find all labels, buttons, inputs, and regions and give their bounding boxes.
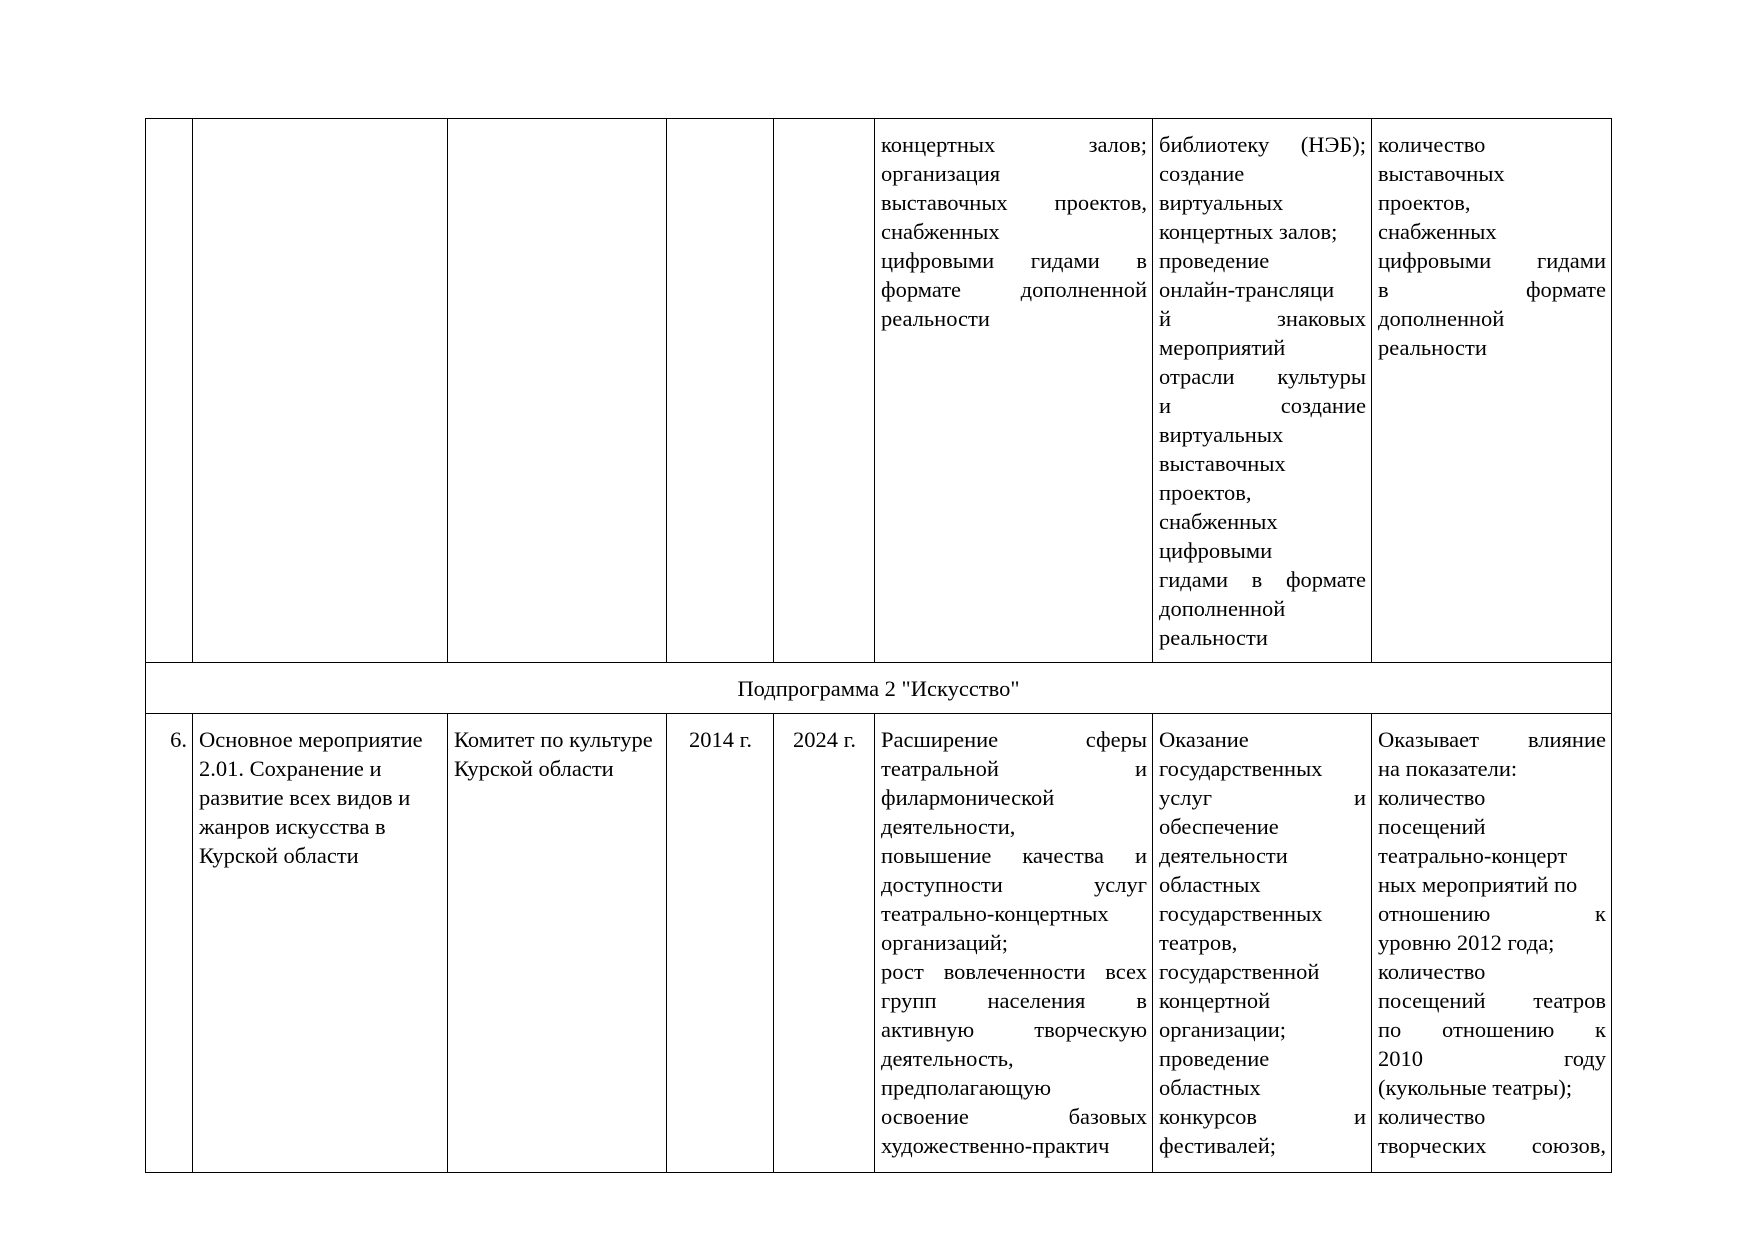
text-line: проведение <box>1159 248 1270 273</box>
text-line: цифровыми гидами в <box>881 248 1147 273</box>
text-line: активную творческую <box>881 1017 1147 1042</box>
text-line: театрально-концертных <box>881 901 1109 926</box>
text-line: выставочных проектов, <box>881 190 1147 215</box>
text-line: выставочных <box>1159 451 1286 476</box>
text-line: количество <box>1378 1104 1486 1129</box>
text-line: виртуальных <box>1159 422 1284 447</box>
text-line: снабженных <box>1159 509 1278 534</box>
text-line: виртуальных <box>1159 190 1284 215</box>
text-line: театральной и <box>881 756 1147 781</box>
cell-measure: Основное мероприятие 2.01. Сохранение и развитие всех видов и жанров искусства в Курской области <box>193 714 448 1173</box>
text-line: проектов, <box>1378 190 1471 215</box>
text-line: филармонической <box>881 785 1055 810</box>
text-line: обеспечение <box>1159 814 1279 839</box>
text-line: количество <box>1378 785 1486 810</box>
text-line: мероприятий <box>1159 335 1286 360</box>
text-line: творческих союзов, <box>1378 1133 1606 1158</box>
text-line: количество <box>1378 132 1486 157</box>
text-line: на показатели: <box>1378 756 1518 781</box>
subprogram-title: Подпрограмма 2 "Искусство" <box>146 663 1612 714</box>
text-line: повышение качества и <box>881 843 1147 868</box>
text-line: государственной <box>1159 959 1320 984</box>
text-line: уровню 2012 года; <box>1378 930 1555 955</box>
text-line: организаций; <box>881 930 1009 955</box>
text-line: (кукольные театры); <box>1378 1075 1573 1100</box>
text-line: концертных залов; <box>881 132 1147 157</box>
text-line: гидами в формате <box>1159 567 1366 592</box>
cell-executor-empty <box>448 119 667 663</box>
text-line: групп населения в <box>881 988 1147 1013</box>
cell-end-empty <box>774 119 875 663</box>
text-line: услуг и <box>1159 785 1366 810</box>
subprogram-header-row <box>146 663 1612 714</box>
text-line: формате дополненной <box>881 277 1147 302</box>
text-line: по отношению к <box>1378 1017 1606 1042</box>
text-line: снабженных <box>881 219 1000 244</box>
text-line: предполагающую <box>881 1075 1052 1100</box>
text-line: организации; <box>1159 1017 1287 1042</box>
text-line: цифровыми гидами <box>1378 248 1606 273</box>
table-row-continued <box>146 119 1612 663</box>
row-number: 6. <box>146 714 193 1173</box>
cell-start-empty <box>667 119 774 663</box>
text-line: реальности <box>881 306 990 331</box>
text-line: организация <box>881 161 1001 186</box>
cell-executor: Комитет по культуре Курской области <box>448 714 667 1173</box>
cell-activities <box>1153 119 1372 663</box>
text-line: деятельности, <box>881 814 1016 839</box>
text-line: концертных залов; <box>1159 219 1338 244</box>
text-line: Расширение сферы <box>881 727 1147 752</box>
cell-indicators <box>1372 119 1612 663</box>
text-line: ных мероприятий по <box>1378 872 1578 897</box>
text-line: дополненной <box>1378 306 1505 331</box>
cell-expected-result <box>875 119 1153 663</box>
text-line: государственных <box>1159 756 1323 781</box>
text-line: конкурсов и <box>1159 1104 1366 1129</box>
text-line: дополненной <box>1159 596 1286 621</box>
text-line: театрально-концерт <box>1378 843 1568 868</box>
text-line: областных <box>1159 872 1261 897</box>
text-line: государственных <box>1159 901 1323 926</box>
text-line: цифровыми <box>1159 538 1273 563</box>
program-table <box>145 118 1612 1173</box>
text-line: посещений театров <box>1378 988 1606 1013</box>
cell-start-year: 2014 г. <box>667 714 774 1173</box>
cell-end-year: 2024 г. <box>774 714 875 1173</box>
text-line: рост вовлеченности всех <box>881 959 1147 984</box>
text-line: фестивалей; <box>1159 1133 1277 1158</box>
text-line: количество <box>1378 959 1486 984</box>
text-line: и создание <box>1159 393 1366 418</box>
text-line: художественно-практич <box>881 1133 1110 1158</box>
text-line: реальности <box>1378 335 1487 360</box>
text-line: освоение базовых <box>881 1104 1147 1129</box>
text-line: создание <box>1159 161 1245 186</box>
cell-number-empty <box>146 119 193 663</box>
text-line: областных <box>1159 1075 1261 1100</box>
cell-expected-result <box>875 714 1153 1173</box>
text-line: концертной <box>1159 988 1271 1013</box>
cell-measure-empty <box>193 119 448 663</box>
text-line: доступности услуг <box>881 872 1147 897</box>
text-line: отношению к <box>1378 901 1606 926</box>
table-row-6 <box>146 714 1612 1173</box>
text-line: Оказание <box>1159 727 1249 752</box>
text-line: театров, <box>1159 930 1238 955</box>
text-line: деятельности <box>1159 843 1288 868</box>
text-line: проектов, <box>1159 480 1252 505</box>
cell-indicators <box>1372 714 1612 1173</box>
text-line: в формате <box>1378 277 1606 302</box>
text-line: проведение <box>1159 1046 1270 1071</box>
text-line: деятельность, <box>881 1046 1014 1071</box>
text-line: онлайн-трансляци <box>1159 277 1335 302</box>
text-line: снабженных <box>1378 219 1497 244</box>
cell-activities <box>1153 714 1372 1173</box>
text-line: 2010 году <box>1378 1046 1606 1071</box>
text-line: выставочных <box>1378 161 1505 186</box>
text-line: й знаковых <box>1159 306 1366 331</box>
text-line: посещений <box>1378 814 1486 839</box>
text-line: отрасли культуры <box>1159 364 1366 389</box>
text-line: Оказывает влияние <box>1378 727 1606 752</box>
text-line: библиотеку (НЭБ); <box>1159 132 1366 157</box>
text-line: реальности <box>1159 625 1268 650</box>
